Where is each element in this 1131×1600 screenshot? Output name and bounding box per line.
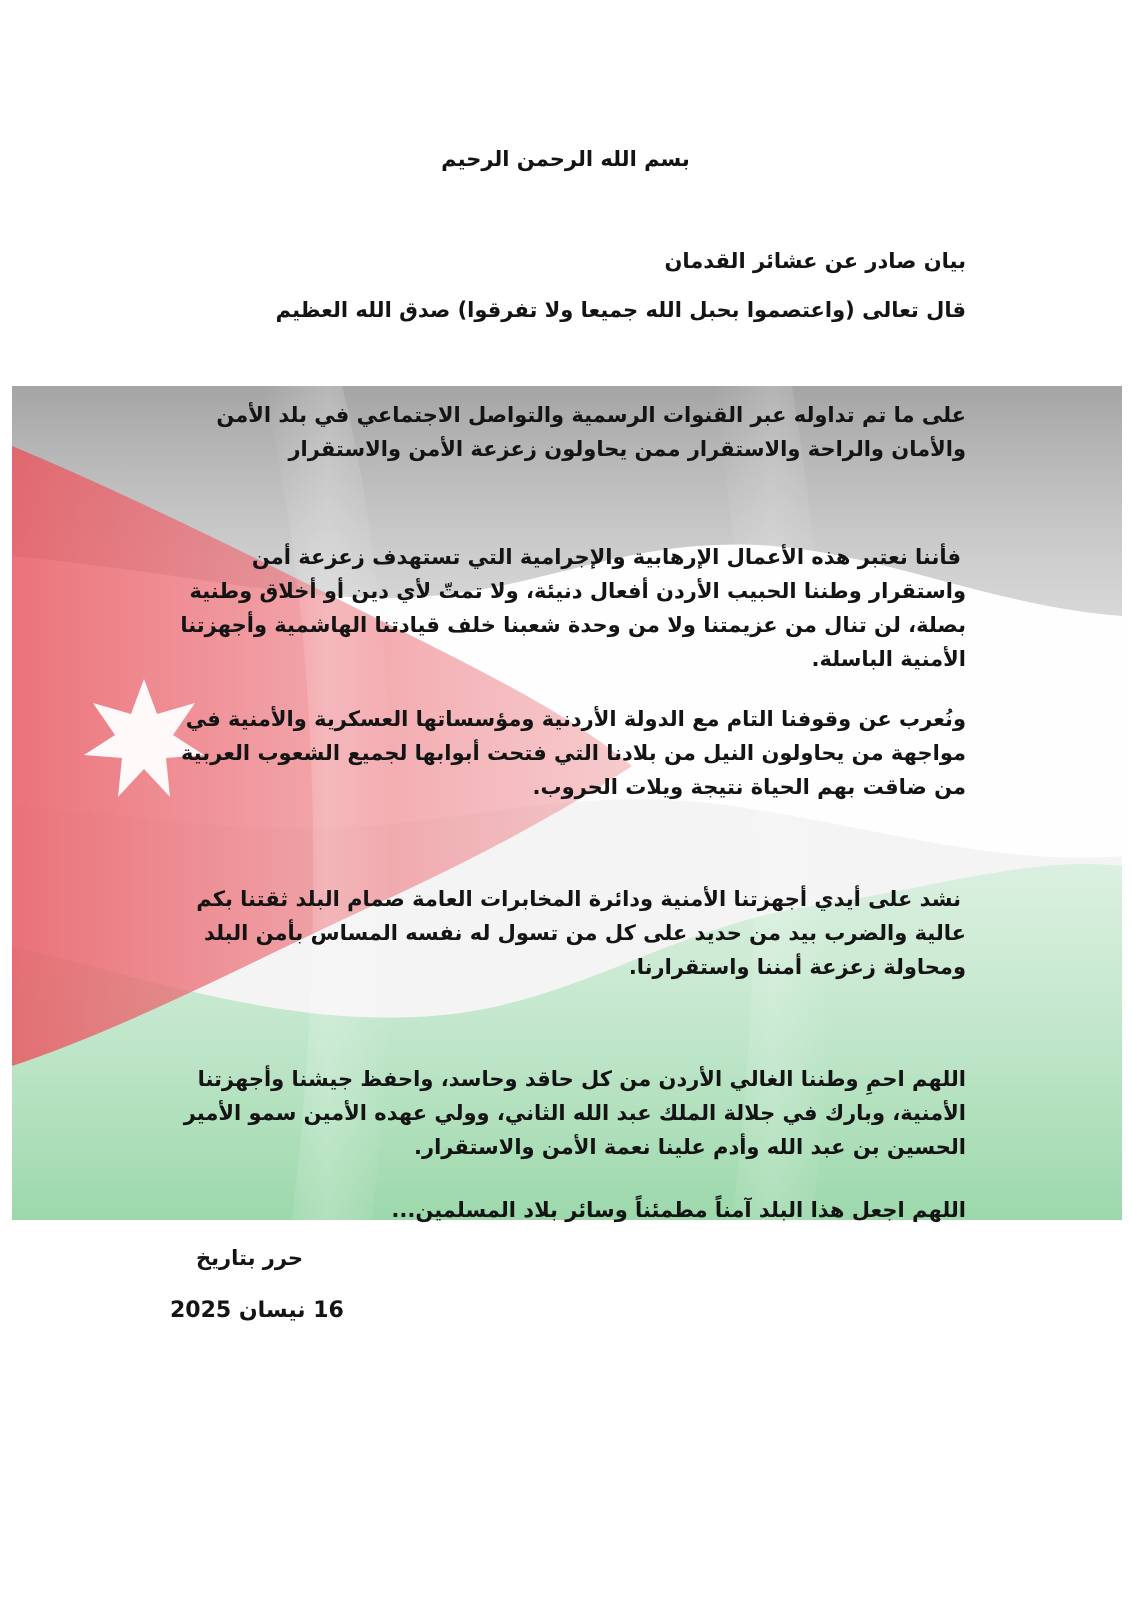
paragraph-line: اللهم احمِ وطننا الغالي الأردن من كل حاقد وحاسد، واحفظ جيشنا وأجهزتنا [197, 1067, 966, 1091]
closing-prayer [391, 1193, 966, 1227]
paragraph-3 [181, 702, 966, 804]
paragraph-line: الحسين بن عبد الله وأدم علينا نعمة الأمن والاستقرار. [414, 1135, 966, 1159]
paragraph-line: ومحاولة زعزعة أمننا واستقرارنا. [628, 955, 966, 979]
statement-title: بيان صادر عن عشائر القدمان [664, 249, 966, 273]
paragraph-1 [216, 398, 966, 466]
paragraph-line: فأننا نعتبر هذه الأعمال الإرهابية والإجرامية التي تستهدف زعزعة أمن [251, 545, 961, 569]
paragraph-line: من ضاقت بهم الحياة نتيجة ويلات الحروب. [532, 775, 966, 799]
paragraph-4 [196, 882, 966, 984]
paragraph-2 [180, 540, 966, 676]
paragraph-line: الأمنية الباسلة. [811, 647, 966, 671]
basmala-heading: بسم الله الرحمن الرحيم [441, 147, 690, 171]
paragraph-line: الأمنية، وبارك في جلالة الملك عبد الله الثاني، وولي عهده الأمين سمو الأمير [183, 1101, 966, 1125]
paragraph-line: اللهم اجعل هذا البلد آمناً مطمئناً وسائر بلاد المسلمين... [391, 1198, 966, 1222]
paragraph-line: واستقرار وطننا الحبيب الأردن أفعال دنيئة، ولا تمتّ لأي دين أو أخلاق وطنية [189, 579, 966, 603]
signature-date: 16 نيسان 2025 [170, 1298, 344, 1323]
paragraph-line: والأمان والراحة والاستقرار ممن يحاولون زعزعة الأمن والاستقرار [288, 437, 966, 461]
paragraph-line: بصلة، لن تنال من عزيمتنا ولا من وحدة شعبنا خلف قيادتنا الهاشمية وأجهزتنا [180, 613, 966, 637]
paragraph-line: نشد على أيدي أجهزتنا الأمنية ودائرة المخابرات العامة صمام البلد ثقتنا بكم [196, 887, 961, 911]
paragraph-line: على ما تم تداوله عبر القنوات الرسمية والتواصل الاجتماعي في بلد الأمن [216, 403, 966, 427]
paragraph-line: ونُعرب عن وقوفنا التام مع الدولة الأردنية ومؤسساتها العسكرية والأمنية في [185, 707, 966, 731]
signature-label: حرر بتاريخ [196, 1246, 304, 1270]
paragraph-line: مواجهة من يحاولون النيل من بلادنا التي فتحت أبوابها لجميع الشعوب العربية [180, 741, 966, 765]
quran-verse: قال تعالى (واعتصموا بحبل الله جميعا ولا تفرقوا) صدق الله العظيم [275, 298, 966, 322]
paragraph-line: عالية والضرب بيد من حديد على كل من تسول له نفسه المساس بأمن البلد [203, 921, 966, 945]
paragraph-5 [184, 1062, 966, 1164]
